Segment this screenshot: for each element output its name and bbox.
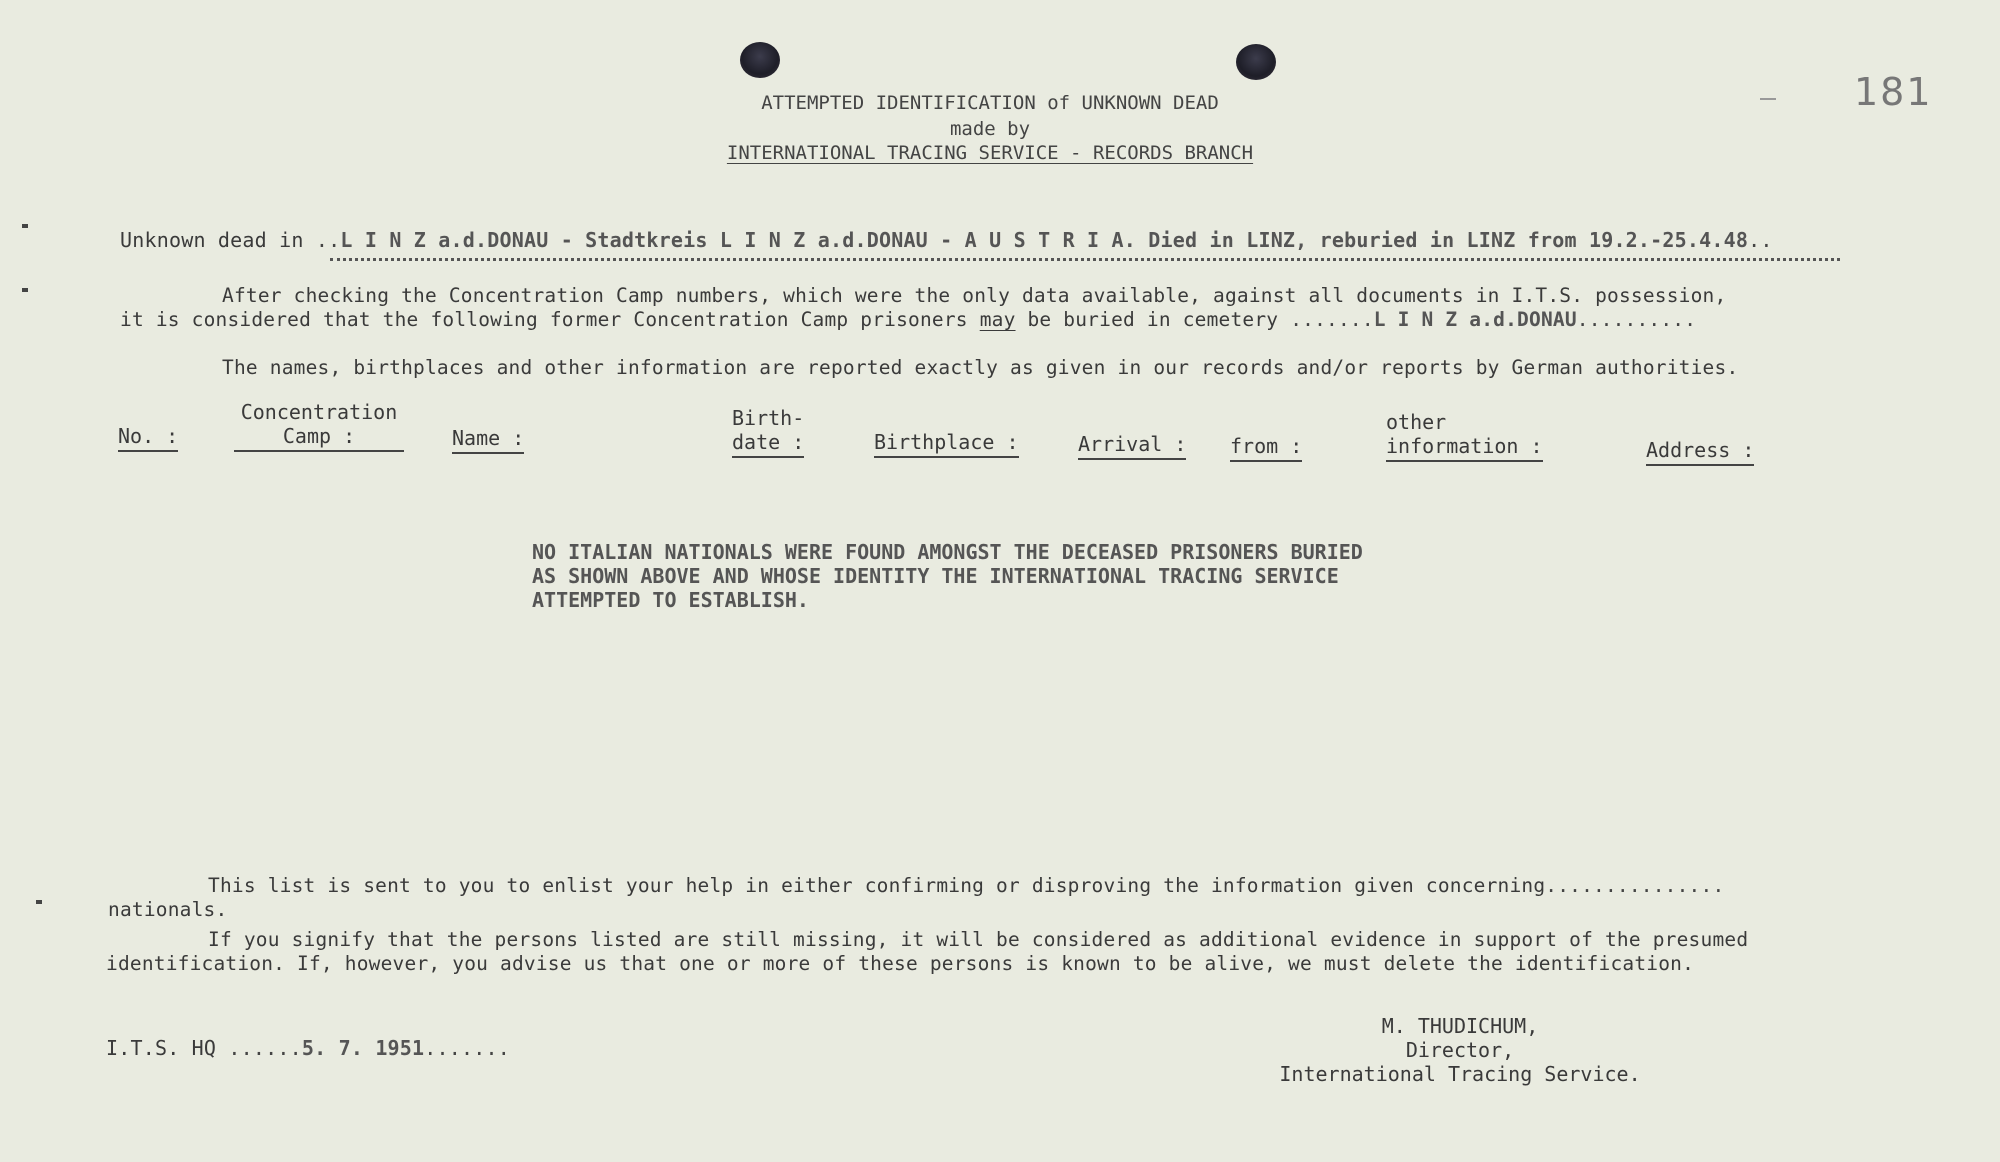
column-from: from : [1230,434,1302,462]
unknown-dead-label: Unknown dead in [120,228,304,252]
paragraph-2: The names, birthplaces and other information are reported exactly as given in our records and/or reports by German authorities. [222,356,1739,379]
column-no: No. : [118,424,178,452]
hq-date-line: I.T.S. HQ ......5. 7. 1951....... [106,1036,510,1060]
column-address: Address : [1646,438,1754,466]
cemetery-name: L I N Z a.d.DONAU [1373,308,1577,331]
notice-line-2: AS SHOWN ABOVE AND WHOSE IDENTITY THE INTERNATIONAL TRACING SERVICE [532,564,1339,588]
hq-date: 5. 7. 1951 [301,1036,425,1060]
paragraph-4-line-1: If you signify that the persons listed are still missing, it will be considered as additional evidence in support of the presumed [208,928,1749,951]
notice-line-1: NO ITALIAN NATIONALS WERE FOUND AMONGST THE DECEASED PRISONERS BURIED [532,540,1363,564]
hq-label: I.T.S. HQ [106,1036,217,1060]
column-arrival: Arrival : [1078,432,1186,460]
column-birthdate: Birth- date : [732,406,804,458]
paragraph-4-line-2: identification. If, however, you advise us that one or more of these persons is known to be alive, we must delete the identification. [106,952,1695,975]
emphasis-may: may [979,308,1016,331]
unknown-dead-details: Died in LINZ, reburied in LINZ from 19.2.-25.4.48 [1148,228,1749,252]
edge-mark [22,288,28,292]
signature-block [1230,1014,1690,1086]
paragraph-3-line-1: This list is sent to you to enlist your help in either confirming or disproving the information given concerning............... [208,874,1725,897]
unknown-dead-place: L I N Z a.d.DONAU - Stadtkreis L I N Z a.d.DONAU - A U S T R I A. [340,228,1137,252]
dash-mark [1760,98,1776,100]
header-line-1: ATTEMPTED IDENTIFICATION of UNKNOWN DEAD [761,92,1219,114]
notice-stamp [532,540,1363,612]
notice-line-3: ATTEMPTED TO ESTABLISH. [532,588,809,612]
signer-name: M. THUDICHUM, [1381,1014,1539,1038]
column-other-information: other information : [1386,410,1543,462]
paragraph-1-line-2: it is considered that the following former Concentration Camp prisoners may be buried in cemetery .......L I N Z a.d.DONAU.......... [120,308,1697,331]
punch-hole-right [1236,44,1276,80]
column-birthplace: Birthplace : [874,430,1019,458]
unknown-dead-line: Unknown dead in ..L I N Z a.d.DONAU - Stadtkreis L I N Z a.d.DONAU - A U S T R I A. Died in LINZ, reburied in LINZ from 19.2.-25.4.48.. [120,228,1773,252]
paragraph-3-line-2: nationals. [108,898,228,921]
signer-title: Director, [1405,1038,1515,1062]
header-line-3: INTERNATIONAL TRACING SERVICE - RECORDS BRANCH [726,142,1254,164]
column-name: Name : [452,426,524,454]
paragraph-1-line-1: After checking the Concentration Camp numbers, which were the only data available, against all documents in I.T.S. possession, [222,284,1727,307]
column-camp: Concentration Camp : [234,400,404,452]
header-line-2: made by [949,118,1031,140]
edge-mark [36,900,42,904]
punch-hole-left [740,42,780,78]
dotted-underline [330,258,1840,261]
edge-mark [22,224,28,228]
page-number: 181 [1854,70,1933,114]
signer-org: International Tracing Service. [1279,1062,1641,1086]
